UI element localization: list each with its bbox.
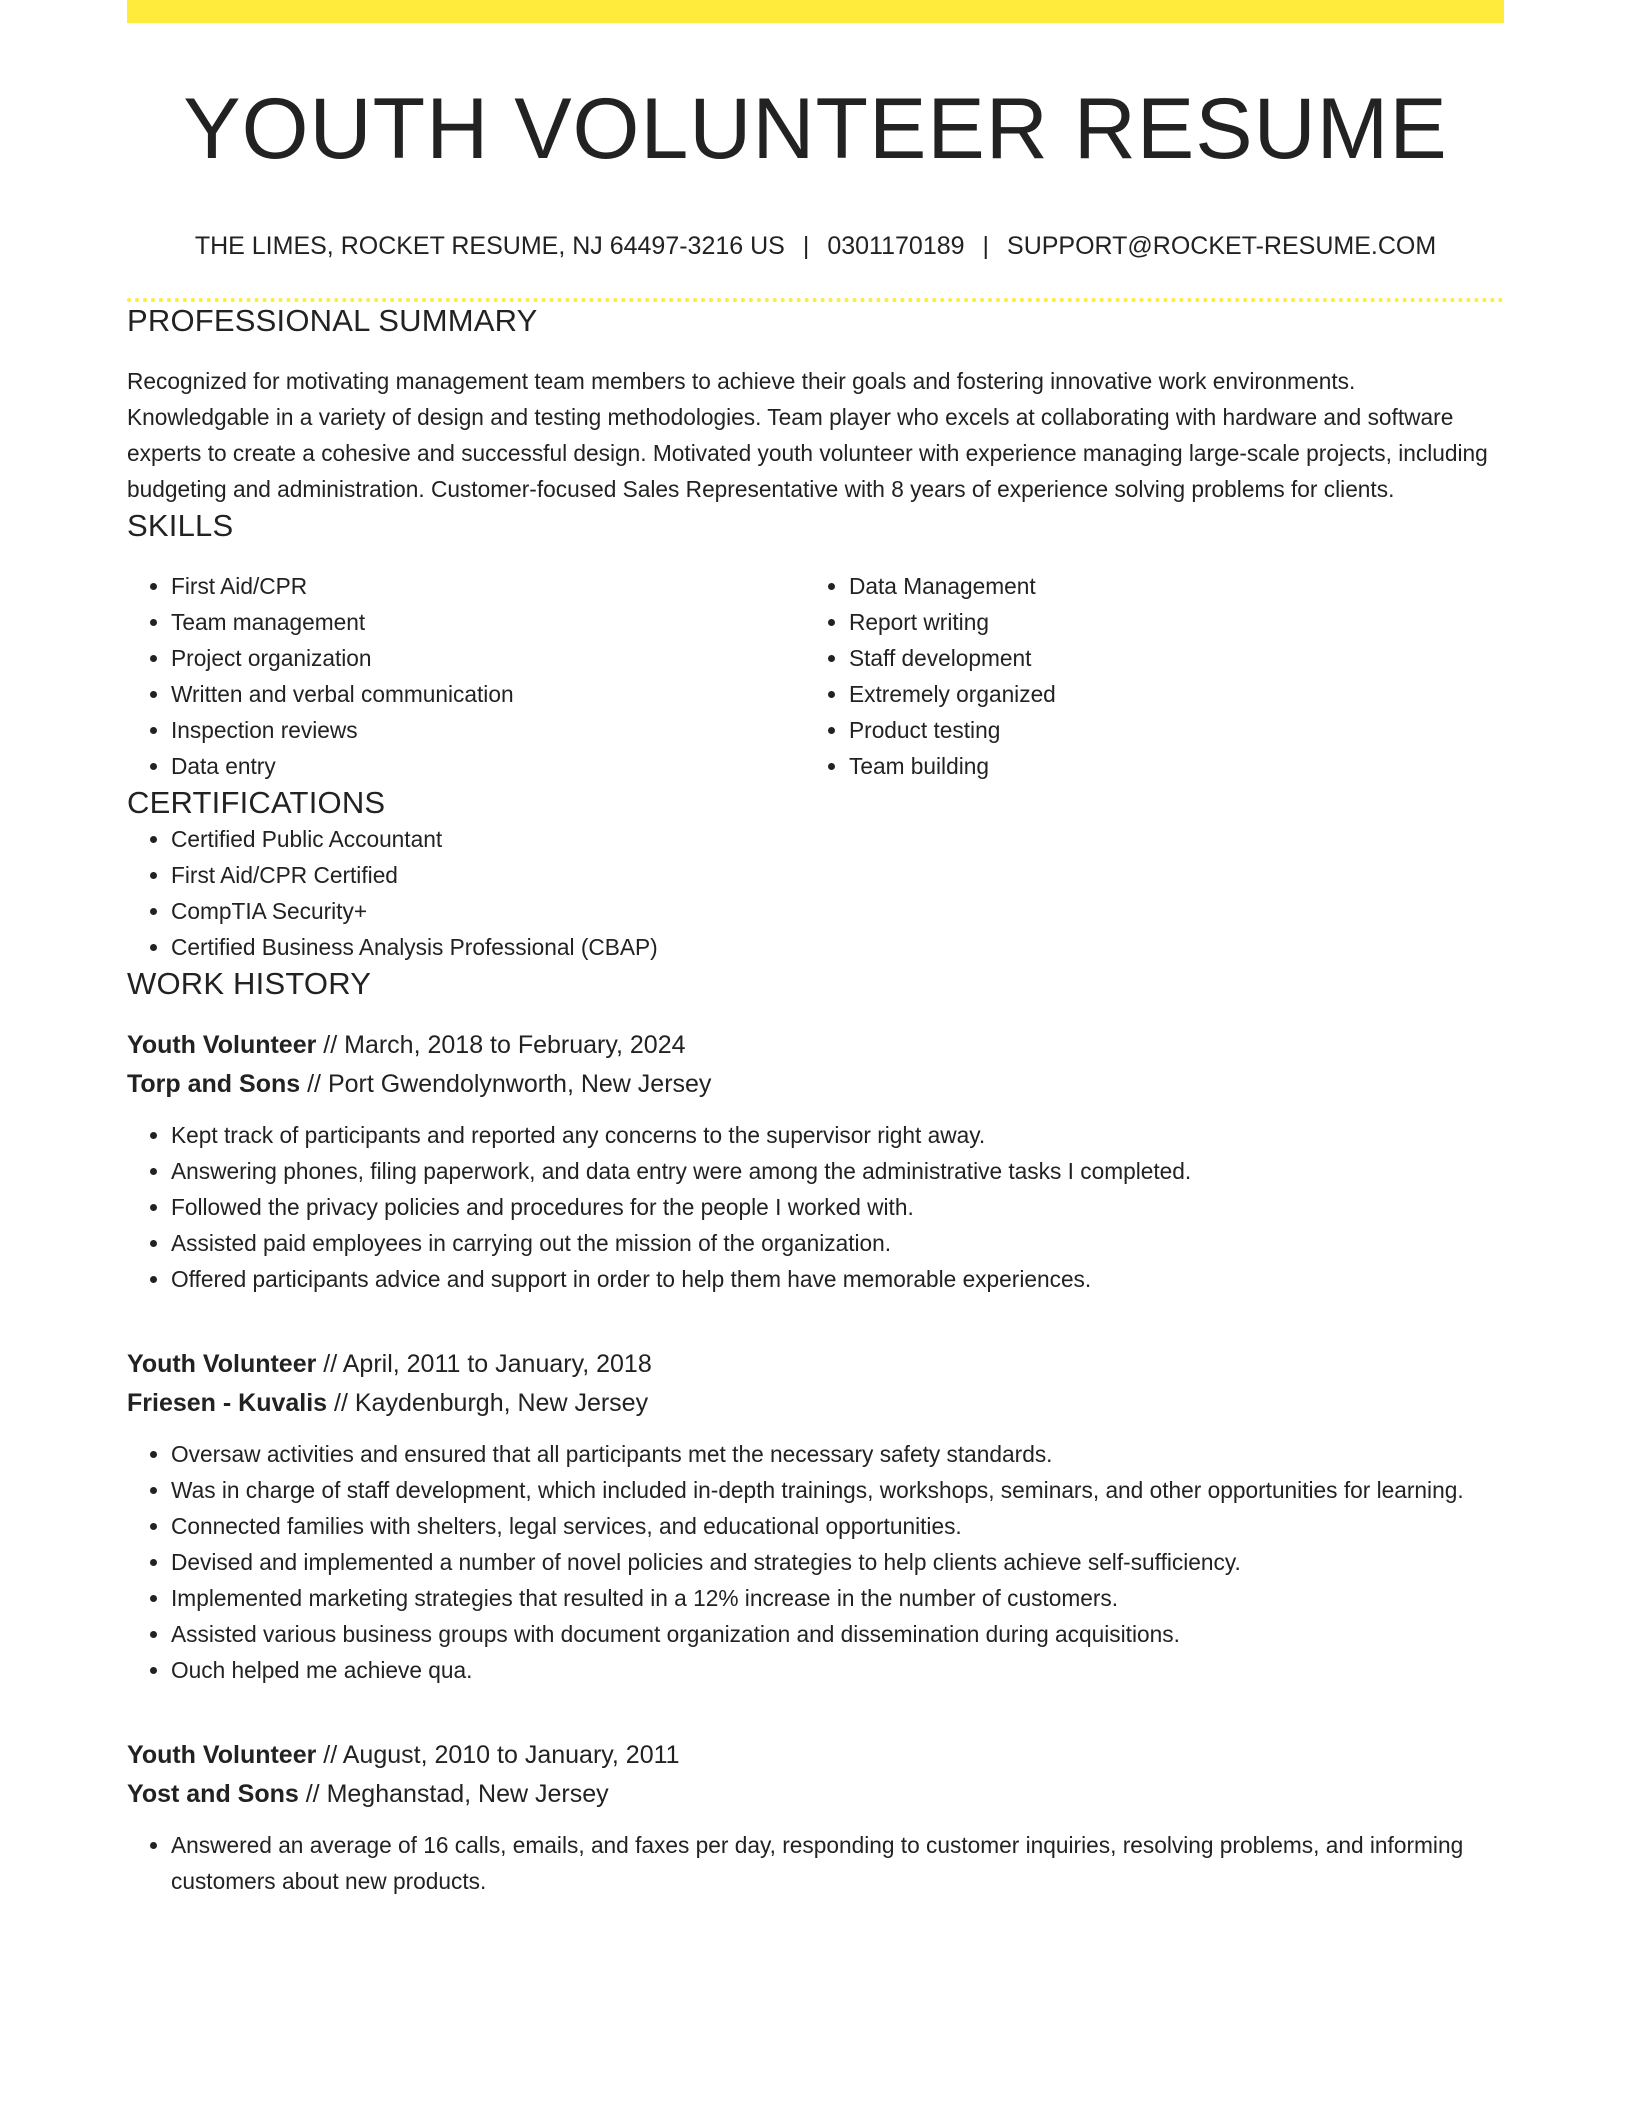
skill-item: • Team building — [849, 748, 1483, 784]
certification-item: • Certified Public Accountant — [171, 821, 1504, 857]
job-duty: • Was in charge of staff development, which included in-depth trainings, workshops, seminars, and other opportunities for learning. — [171, 1472, 1504, 1508]
resume-title: YOUTH VOLUNTEER RESUME — [183, 81, 1448, 177]
summary-text: Recognized for motivating management team members to achieve their goals and fostering innovative work environments. Knowledgable in a variety of design and testing methodologies. Team player who excels at collaborating with hardware and software experts to create a cohesive and successful design. Motivated youth volunteer with experience managing large-scale projects, including budgeting and administration. Customer-focused Sales Representative with 8 years of experience solving problems for clients. — [127, 367, 1488, 502]
job-role: Youth Volunteer — [127, 1031, 317, 1060]
job-duty: • Implemented marketing strategies that resulted in a 12% increase in the number of customers. — [171, 1580, 1504, 1616]
job-role-line — [127, 1345, 1504, 1384]
certifications-list — [127, 821, 1504, 965]
job-company-line — [127, 1775, 1504, 1814]
skill-item: • Team management — [171, 604, 805, 640]
work-history-heading: WORK HISTORY — [127, 966, 372, 1002]
summary-heading: PROFESSIONAL SUMMARY — [127, 302, 538, 338]
skills-left-column — [127, 568, 805, 784]
top-accent-bar — [127, 0, 1504, 23]
job-entry — [127, 1345, 1504, 1688]
skills-right-column — [805, 568, 1483, 784]
job-duties — [127, 1436, 1504, 1688]
skill-item: • Data entry — [171, 748, 805, 784]
job-duty: • Oversaw activities and ensured that all participants met the necessary safety standards. — [171, 1436, 1504, 1472]
job-location: // Port Gwendolynworth, New Jersey — [300, 1070, 712, 1099]
job-duties — [127, 1827, 1504, 1899]
certification-item: • First Aid/CPR Certified — [171, 857, 1504, 893]
job-duty: • Answering phones, filing paperwork, and data entry were among the administrative tasks I completed. — [171, 1153, 1504, 1189]
job-role-line — [127, 1026, 1504, 1065]
skill-item: • Project organization — [171, 640, 805, 676]
job-duty: • Offered participants advice and support in order to help them have memorable experiences. — [171, 1261, 1504, 1297]
job-company-line — [127, 1065, 1504, 1104]
contact-phone: 0301170189 — [827, 231, 965, 260]
skill-item: • Staff development — [849, 640, 1483, 676]
job-entry — [127, 1026, 1504, 1297]
job-entry — [127, 1736, 1504, 1899]
job-duty: • Assisted paid employees in carrying out the mission of the organization. — [171, 1225, 1504, 1261]
job-dates: // April, 2011 to January, 2018 — [316, 1350, 652, 1379]
job-role: Youth Volunteer — [127, 1741, 317, 1770]
contact-address: THE LIMES, ROCKET RESUME, NJ 64497-3216 US — [194, 231, 785, 260]
job-duty: • Answered an average of 16 calls, emails, and faxes per day, responding to customer inquiries, resolving problems, and informing customers about new products. — [171, 1827, 1504, 1899]
job-duty: • Devised and implemented a number of novel policies and strategies to help clients achieve self-sufficiency. — [171, 1544, 1504, 1580]
job-duty: • Kept track of participants and reported any concerns to the supervisor right away. — [171, 1117, 1504, 1153]
job-company: Friesen - Kuvalis — [127, 1389, 328, 1418]
skills-list — [127, 568, 1504, 784]
skills-heading: SKILLS — [127, 507, 234, 543]
skill-item: • Product testing — [849, 712, 1483, 748]
job-duties — [127, 1117, 1504, 1297]
skill-item: • Extremely organized — [849, 676, 1483, 712]
skill-item: • Written and verbal communication — [171, 676, 805, 712]
job-duty: • Assisted various business groups with document organization and dissemination during acquisitions. — [171, 1616, 1504, 1652]
contact-separator: | — [802, 231, 810, 260]
job-location: // Meghanstad, New Jersey — [298, 1780, 609, 1809]
job-dates: // August, 2010 to January, 2011 — [316, 1741, 680, 1770]
skill-item: • Report writing — [849, 604, 1483, 640]
skill-item: • Inspection reviews — [171, 712, 805, 748]
job-company-line — [127, 1384, 1504, 1423]
job-role-line — [127, 1736, 1504, 1775]
job-company: Torp and Sons — [127, 1070, 301, 1099]
resume-page — [127, 0, 1504, 1899]
job-duty: • Connected families with shelters, legal services, and educational opportunities. — [171, 1508, 1504, 1544]
certification-item: • Certified Business Analysis Professional (CBAP) — [171, 929, 1504, 965]
job-location: // Kaydenburgh, New Jersey — [327, 1389, 649, 1418]
job-role: Youth Volunteer — [127, 1350, 317, 1379]
contact-separator: | — [982, 231, 990, 260]
job-duty: • Ouch helped me achieve qua. — [171, 1652, 1504, 1688]
skill-item: • First Aid/CPR — [171, 568, 805, 604]
certifications-heading: CERTIFICATIONS — [127, 784, 386, 820]
job-duty: • Followed the privacy policies and procedures for the people I worked with. — [171, 1189, 1504, 1225]
job-company: Yost and Sons — [127, 1780, 299, 1809]
skill-item: • Data Management — [849, 568, 1483, 604]
certification-item: • CompTIA Security+ — [171, 893, 1504, 929]
job-dates: // March, 2018 to February, 2024 — [316, 1031, 686, 1060]
contact-email: SUPPORT@ROCKET-RESUME.COM — [1007, 231, 1437, 260]
contact-line — [127, 231, 1504, 261]
